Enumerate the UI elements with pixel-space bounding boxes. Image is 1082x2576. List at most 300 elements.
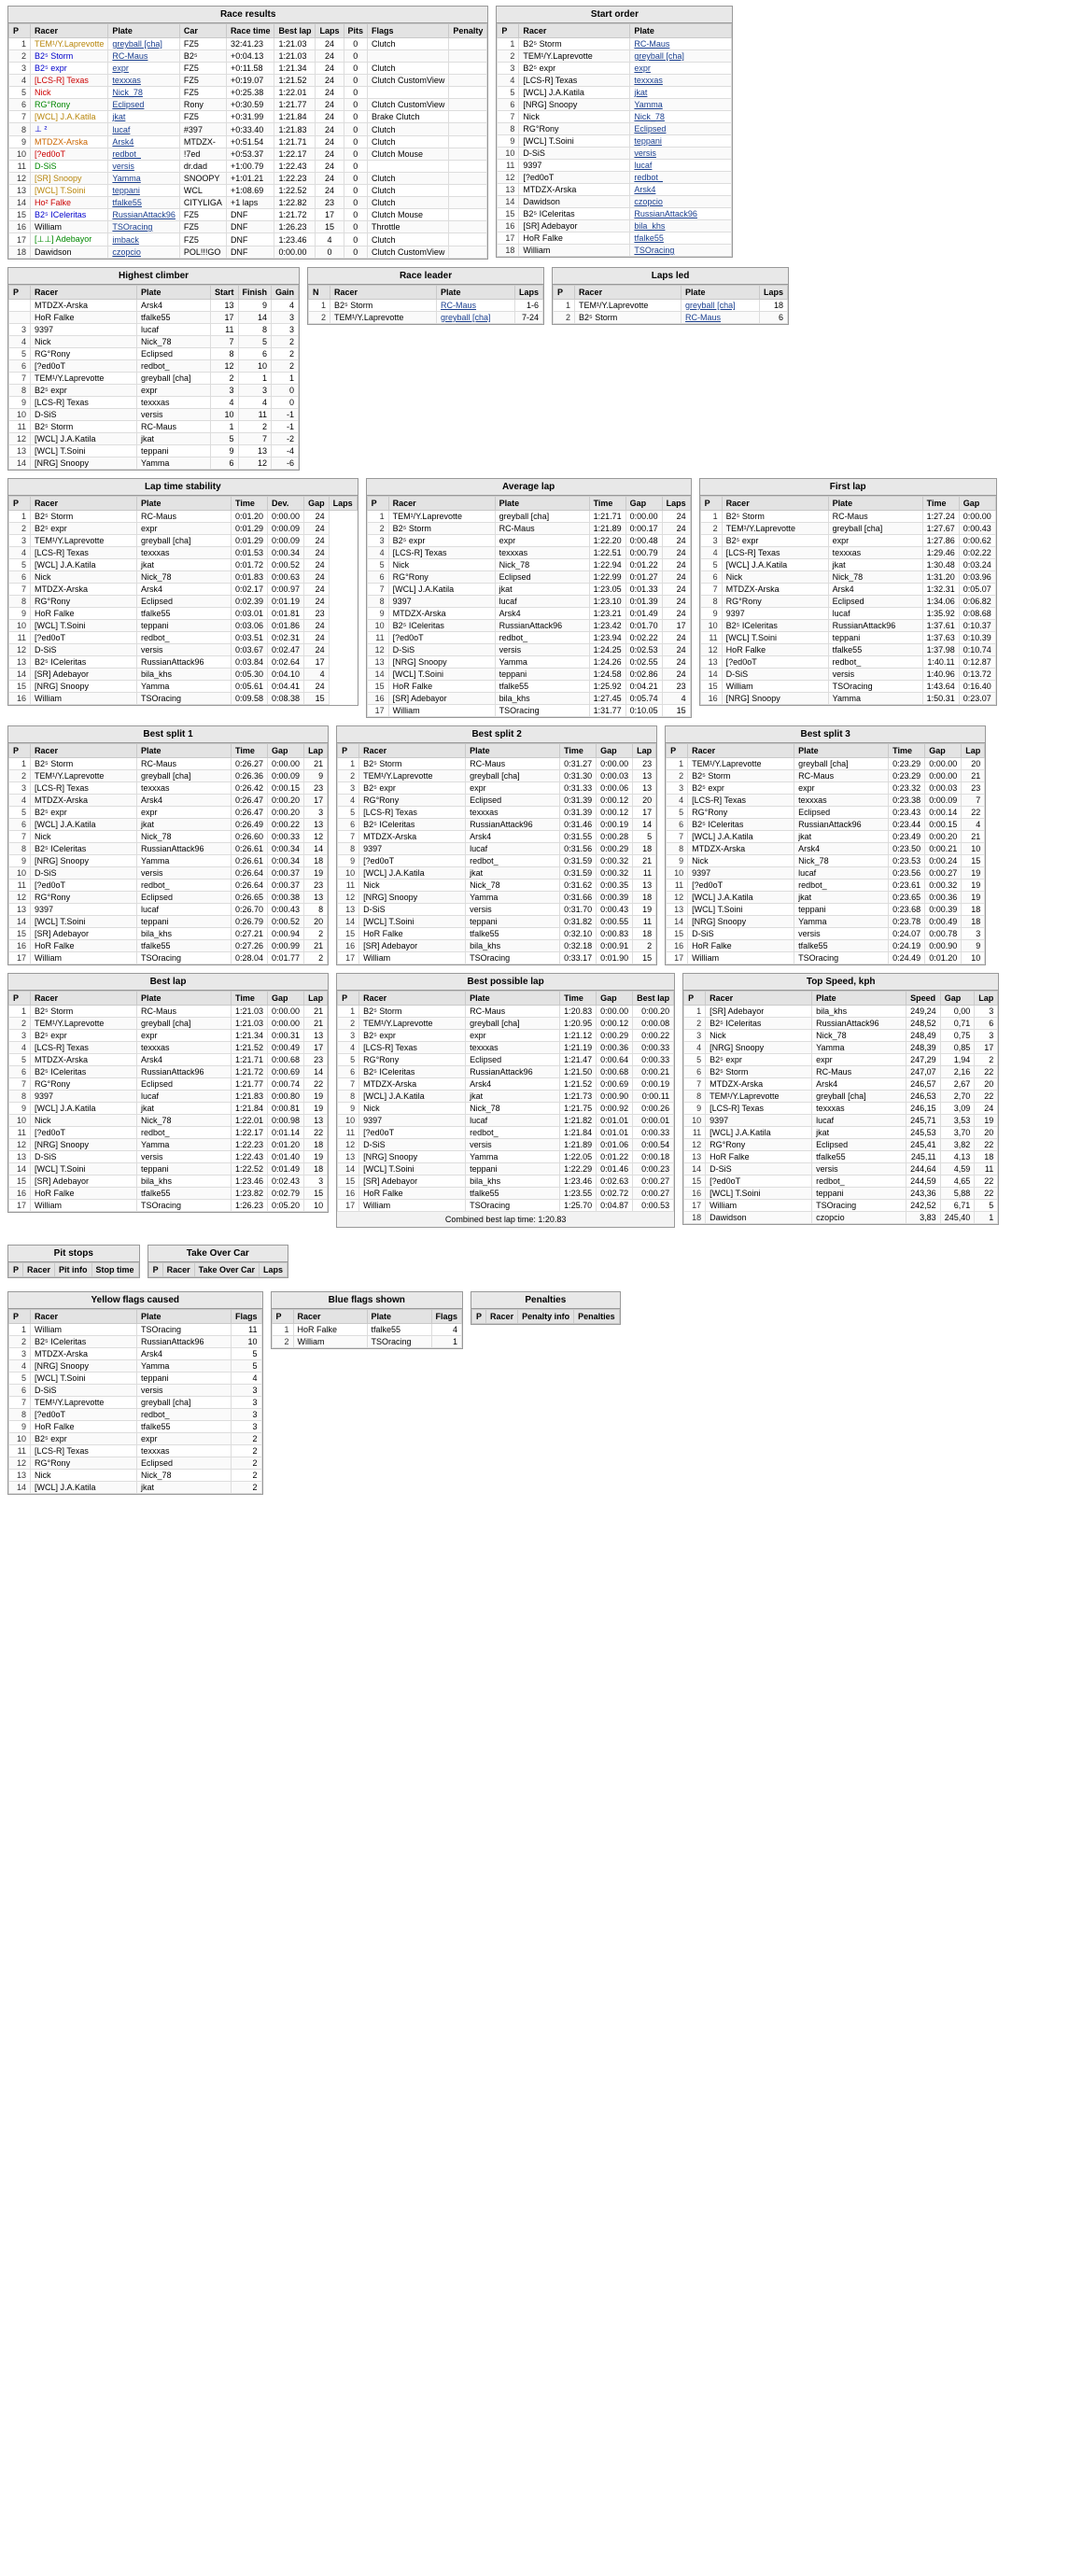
- plate-link[interactable]: imback: [112, 234, 139, 245]
- cell-gap: 0:12.87: [959, 656, 995, 669]
- plate-link[interactable]: versis: [112, 162, 134, 171]
- cell-p: 16: [667, 940, 688, 952]
- plate-link[interactable]: Nick_78: [112, 88, 143, 97]
- cell-time: 1:32.31: [922, 584, 959, 596]
- cell-plate: Yamma: [495, 656, 589, 669]
- cell-racer: [31, 1139, 137, 1151]
- cell-best: 1:22.52: [274, 185, 316, 197]
- cell-gap: 0:00.80: [268, 1091, 304, 1103]
- cell-pits: 0: [344, 75, 368, 87]
- table-row: [9, 535, 358, 547]
- cell-plate: Nick_78: [137, 1115, 232, 1127]
- cell-gain: 1: [272, 373, 299, 385]
- cell-laps: 4: [316, 233, 344, 246]
- cell-p: 15: [9, 928, 31, 940]
- cell-p: 1: [272, 1324, 293, 1336]
- table-row: [9, 1139, 328, 1151]
- cell-p: 3: [9, 63, 31, 75]
- table-row: [667, 782, 985, 795]
- plate-link[interactable]: RC-Maus: [634, 39, 670, 49]
- col-p: P: [367, 497, 388, 511]
- racer-name: [WCL] T.Soini: [35, 621, 86, 630]
- col-dev: Dev.: [268, 497, 304, 511]
- cell-plate: RussianAttack96: [466, 1066, 560, 1078]
- cell-racer: [519, 160, 630, 172]
- cell-plate: lucaf: [466, 843, 560, 855]
- table-row: [9, 1151, 328, 1163]
- table-row: [9, 409, 299, 421]
- cell-time: 0:23.29: [889, 770, 925, 782]
- cell-car: dr.dad: [179, 161, 226, 173]
- cell-speed: 244,64: [906, 1163, 941, 1175]
- cell-racer: [31, 233, 108, 246]
- cell-best: 1:21.71: [274, 136, 316, 148]
- plate-link[interactable]: czopcio: [634, 197, 663, 206]
- table-row: [684, 1006, 998, 1018]
- cell-plate: [630, 50, 732, 63]
- cell-pits: 0: [344, 111, 368, 123]
- plate-link[interactable]: redbot_: [112, 149, 141, 159]
- table-row: [9, 584, 358, 596]
- plate-link[interactable]: greyball [cha]: [634, 51, 684, 61]
- plate-link[interactable]: TSOracing: [112, 222, 153, 232]
- cell-p: 2: [9, 523, 31, 535]
- cell-p: 1: [554, 300, 575, 312]
- table-row: [9, 547, 358, 559]
- plate-link[interactable]: texxxas: [634, 76, 663, 85]
- cell-p: 12: [498, 172, 519, 184]
- table-row: [700, 632, 995, 644]
- cell-lap: 3: [962, 928, 985, 940]
- cell-start: 7: [211, 336, 239, 348]
- plate-link[interactable]: Arsk4: [634, 185, 656, 194]
- table-row: [684, 1066, 998, 1078]
- plate-link[interactable]: teppani: [112, 186, 140, 195]
- table-row: [667, 819, 985, 831]
- cell-gap: 0:01.49: [625, 608, 662, 620]
- average-lap-panel: [366, 478, 692, 718]
- table-row: [9, 693, 358, 705]
- cell-time: 0:31.55: [560, 831, 597, 843]
- racer-name: HoR Falke: [392, 682, 433, 691]
- table-row: [338, 880, 656, 892]
- cell-lap: 3: [304, 1175, 328, 1188]
- highest-climber-panel: [7, 267, 300, 471]
- cell-time: 1:22.20: [589, 535, 625, 547]
- plate-link[interactable]: RC-Maus: [441, 301, 477, 310]
- cell-gap: 0:00.49: [268, 1042, 304, 1054]
- cell-time: 1:25.70: [560, 1200, 597, 1212]
- cell-time: 1:21.84: [232, 1103, 268, 1115]
- cell-p: 15: [338, 928, 359, 940]
- race-leader-table: [308, 285, 543, 324]
- cell-p: 13: [338, 904, 359, 916]
- racer-name: [?ed0oT: [35, 1410, 66, 1419]
- cell-time: 1:22.29: [560, 1163, 597, 1175]
- penalties-table: [471, 1309, 620, 1324]
- cell-p: 10: [700, 620, 722, 632]
- table-row: [700, 596, 995, 608]
- racer-name: [WCL] T.Soini: [35, 186, 86, 195]
- cell-dev: 0:00.09: [268, 523, 304, 535]
- cell-racer: [359, 952, 466, 964]
- cell-plate: Eclipsed: [137, 1457, 232, 1470]
- racer-name: RG°Rony: [35, 349, 71, 359]
- cell-racer: [31, 1054, 137, 1066]
- plate-link[interactable]: Eclipsed: [112, 100, 145, 109]
- cell-time: 0:03.06: [232, 620, 268, 632]
- cell-p: 3: [684, 1030, 706, 1042]
- plate-link[interactable]: RussianAttack96: [112, 210, 176, 219]
- cell-speed: 242,52: [906, 1200, 941, 1212]
- racer-name: D-SiS: [35, 162, 57, 171]
- cell-p: 12: [684, 1139, 706, 1151]
- cell-lap: 17: [975, 1042, 998, 1054]
- cell-best: 0:00.53: [633, 1200, 674, 1212]
- cell-plate: teppani: [466, 916, 560, 928]
- cell-p: 12: [9, 173, 31, 185]
- cell-gap: 2,67: [940, 1078, 975, 1091]
- cell-laps: 0: [316, 246, 344, 259]
- racer-name: TEM¹/Y.Laprevotte: [710, 1091, 780, 1101]
- cell-racer: [519, 245, 630, 257]
- cell-plate: expr: [137, 807, 232, 819]
- cell-p: 2: [338, 770, 359, 782]
- plate-link[interactable]: lucaf: [112, 124, 131, 134]
- cell-racer: [31, 300, 137, 312]
- plate-link[interactable]: jkat: [112, 112, 126, 121]
- cell-laps: 24: [316, 75, 344, 87]
- table-row: [9, 904, 328, 916]
- cell-lap: 20: [304, 916, 328, 928]
- cell-p: 15: [700, 681, 722, 693]
- plate-link[interactable]: redbot_: [634, 173, 663, 182]
- table-row: [9, 99, 487, 111]
- plate-link[interactable]: Yamma: [112, 174, 141, 183]
- cell-gap: 0:00.43: [959, 523, 995, 535]
- cell-laps: 24: [662, 644, 690, 656]
- cell-gap: 0:02.22: [625, 632, 662, 644]
- racer-name: TEM¹/Y.Laprevotte: [725, 524, 796, 533]
- cell-p: 16: [684, 1188, 706, 1200]
- table-row: [9, 819, 328, 831]
- col-gap: Gap: [304, 497, 330, 511]
- racer-name: B2⁵ ICeleritas: [35, 1337, 87, 1346]
- table-row: [338, 1151, 674, 1163]
- cell-racer: [388, 547, 495, 559]
- col-gap: Gap: [597, 744, 633, 758]
- cell-racer: [359, 940, 466, 952]
- cell-plate: TSOracing: [495, 705, 589, 717]
- cell-plate: [108, 197, 180, 209]
- cell-p: 3: [367, 535, 388, 547]
- col-racer: Racer: [23, 1263, 55, 1277]
- best-possible-lap-table: [337, 991, 674, 1212]
- cell-p: 8: [684, 1091, 706, 1103]
- racer-name: TEM¹/Y.Laprevotte: [35, 373, 105, 383]
- table-row: [9, 1188, 328, 1200]
- table-row: [367, 596, 690, 608]
- racer-name: Nick: [725, 572, 743, 582]
- cell-pen: [449, 209, 487, 221]
- racer-name: B2⁵ Storm: [392, 524, 431, 533]
- cell-plate: czopcio: [812, 1212, 906, 1224]
- cell-racer: [31, 855, 137, 867]
- cell-time: DNF: [226, 246, 274, 259]
- cell-laps: 24: [662, 535, 690, 547]
- plate-link[interactable]: lucaf: [634, 161, 653, 170]
- cell-gap: 0:00.27: [925, 867, 962, 880]
- racer-name: [?ed0oT: [523, 173, 555, 182]
- plate-link[interactable]: Yamma: [634, 100, 663, 109]
- cell-plate: [630, 245, 732, 257]
- cell-time: 0:31.82: [560, 916, 597, 928]
- cell-gap: 0:00.68: [597, 1066, 633, 1078]
- plate-link[interactable]: Eclipsed: [634, 124, 667, 134]
- cell-gap: 0:00.34: [268, 843, 304, 855]
- cell-time: 1:23.94: [589, 632, 625, 644]
- cell-time: 0:26.79: [232, 916, 268, 928]
- table-row: [684, 1078, 998, 1091]
- cell-plate: TSOracing: [137, 952, 232, 964]
- cell-p: 15: [9, 681, 31, 693]
- cell-time: 0:23.68: [889, 904, 925, 916]
- cell-racer: [31, 397, 137, 409]
- cell-best: 1:22.43: [274, 161, 316, 173]
- cell-gap: 245,40: [940, 1212, 975, 1224]
- cell-plate: texxxas: [466, 1042, 560, 1054]
- cell-racer: [706, 1127, 812, 1139]
- cell-plate: Yamma: [812, 1042, 906, 1054]
- cell-plate: Yamma: [137, 855, 232, 867]
- cell-gap: 0:05.74: [625, 693, 662, 705]
- cell-p: 15: [498, 208, 519, 220]
- plate-link[interactable]: RC-Maus: [112, 51, 148, 61]
- cell-racer: [519, 148, 630, 160]
- plate-link[interactable]: tfalke55: [112, 198, 142, 207]
- cell-p: 6: [667, 819, 688, 831]
- cell-p: 13: [9, 656, 31, 669]
- cell-plate: teppani: [137, 1372, 232, 1385]
- cell-plate: jkat: [466, 1091, 560, 1103]
- cell-racer: [31, 63, 108, 75]
- table-row: [9, 1470, 262, 1482]
- cell-p: 5: [9, 1054, 31, 1066]
- plate-link[interactable]: versis: [634, 148, 656, 158]
- cell-time: 1:21.03: [232, 1018, 268, 1030]
- cell-racer: [575, 312, 682, 324]
- cell-plate: redbot_: [828, 656, 922, 669]
- cell-p: 7: [9, 373, 31, 385]
- racer-name: MTDZX-Arska: [523, 185, 577, 194]
- cell-lap: 18: [304, 1163, 328, 1175]
- cell-p: 15: [667, 928, 688, 940]
- cell-gain: -6: [272, 457, 299, 470]
- cell-speed: 247,07: [906, 1066, 941, 1078]
- cell-laps: 24: [316, 123, 344, 136]
- plate-link[interactable]: RussianAttack96: [634, 209, 697, 218]
- cell-time: +0:33.40: [226, 123, 274, 136]
- racer-name: William: [363, 953, 391, 963]
- table-row: [498, 123, 732, 135]
- cell-plate: Nick_78: [137, 571, 232, 584]
- cell-time: +0:11.58: [226, 63, 274, 75]
- cell-p: 1: [498, 38, 519, 50]
- cell-racer: [359, 1078, 466, 1091]
- plate-link[interactable]: tfalke55: [634, 233, 664, 243]
- racer-name: [LCS-R] Texas: [35, 1043, 89, 1052]
- table-row: [9, 1421, 262, 1433]
- table-row: [9, 397, 299, 409]
- plate-link[interactable]: greyball [cha]: [685, 301, 736, 310]
- plate-link[interactable]: expr: [112, 63, 129, 73]
- cell-gap: 0:02.53: [625, 644, 662, 656]
- cell-plate: [630, 87, 732, 99]
- cell-flags: Brake Clutch: [368, 111, 449, 123]
- cell-p: 10: [9, 1115, 31, 1127]
- col-p: P: [9, 992, 31, 1006]
- table-row: [338, 1163, 674, 1175]
- cell-racer: [31, 373, 137, 385]
- cell-p: 13: [9, 1151, 31, 1163]
- table-row: [9, 1006, 328, 1018]
- cell-p: 9: [9, 136, 31, 148]
- cell-racer: [519, 111, 630, 123]
- cell-pen: [449, 148, 487, 161]
- col-p: P: [9, 286, 31, 300]
- cell-gap: 0:01.01: [597, 1115, 633, 1127]
- cell-racer: [293, 1336, 367, 1348]
- table-row: [367, 511, 690, 523]
- plate-link[interactable]: czopcio: [112, 247, 141, 257]
- cell-lap: 11: [633, 916, 656, 928]
- plate-link[interactable]: greyball [cha]: [441, 313, 491, 322]
- plate-link[interactable]: jkat: [634, 88, 648, 97]
- cell-gap: 0:01.22: [625, 559, 662, 571]
- lap-time-stability-table: [8, 496, 358, 705]
- cell-dev: 0:01.86: [268, 620, 304, 632]
- plate-link[interactable]: teppani: [634, 136, 662, 146]
- take-over-car-panel: [148, 1245, 288, 1278]
- cell-time: 1:35.92: [922, 608, 959, 620]
- cell-best: 0:00.22: [633, 1030, 674, 1042]
- col-p: P: [9, 497, 31, 511]
- col-plate: Plate: [495, 497, 589, 511]
- cell-racer: [31, 608, 137, 620]
- table-row: [338, 1200, 674, 1212]
- cell-gap: 0:00.36: [597, 1042, 633, 1054]
- cell-plate: greyball [cha]: [794, 758, 889, 770]
- cell-gap: 0:01.49: [268, 1163, 304, 1175]
- cell-plate: [108, 221, 180, 233]
- col-plate: Plate: [466, 992, 560, 1006]
- cell-plate: teppani: [828, 632, 922, 644]
- cell-laps: 24: [316, 185, 344, 197]
- racer-name: [NRG] Snoopy: [523, 100, 578, 109]
- cell-gap: 0:00.12: [597, 795, 633, 807]
- cell-plate: RussianAttack96: [828, 620, 922, 632]
- cell-gap: 0:00.35: [597, 880, 633, 892]
- col-penalty: Penalty: [449, 24, 487, 38]
- cell-plate: versis: [812, 1163, 906, 1175]
- cell-racer: [31, 1445, 137, 1457]
- racer-name: Nick: [35, 1116, 51, 1125]
- table-row: [667, 940, 985, 952]
- cell-racer: [519, 220, 630, 232]
- plate-link[interactable]: TSOracing: [634, 246, 675, 255]
- cell-p: 17: [367, 705, 388, 717]
- racer-name: B2⁵ ICeleritas: [35, 844, 87, 853]
- cell-best: 0:00.20: [633, 1006, 674, 1018]
- table-row: [9, 161, 487, 173]
- cell-plate: texxxas: [137, 1445, 232, 1457]
- cell-gap: 0:00.68: [268, 1054, 304, 1066]
- cell-racer: [31, 209, 108, 221]
- cell-time: 1:22.17: [232, 1127, 268, 1139]
- cell-plate: versis: [466, 1139, 560, 1151]
- cell-lap: 17: [633, 807, 656, 819]
- racer-name: 9397: [692, 868, 711, 878]
- table-row: [700, 620, 995, 632]
- cell-dev: 0:00.00: [268, 511, 304, 523]
- racer-name: MTDZX-Arska: [710, 1079, 764, 1089]
- cell-racer: [388, 705, 495, 717]
- cell-p: 2: [9, 770, 31, 782]
- col-plate: Plate: [794, 744, 889, 758]
- cell-laps: 24: [662, 571, 690, 584]
- col-racer: Racer: [486, 1310, 518, 1324]
- cell-laps: 15: [304, 693, 330, 705]
- cell-pits: 0: [344, 161, 368, 173]
- cell-p: 13: [338, 1151, 359, 1163]
- cell-time: 1:21.82: [560, 1115, 597, 1127]
- table-row: [9, 608, 358, 620]
- plate-link[interactable]: greyball [cha]: [112, 39, 162, 49]
- cell-lap: 11: [975, 1163, 998, 1175]
- cell-gap: 0:00.24: [925, 855, 962, 867]
- plate-link[interactable]: Nick_78: [634, 112, 665, 121]
- cell-racer: [31, 148, 108, 161]
- plate-link[interactable]: expr: [634, 63, 651, 73]
- cell-racer: [706, 1054, 812, 1066]
- table-row: [9, 807, 328, 819]
- cell-racer: [31, 1091, 137, 1103]
- plate-link[interactable]: bila_khs: [634, 221, 666, 231]
- cell-gap: 0:01.39: [625, 596, 662, 608]
- cell-plate: [630, 63, 732, 75]
- cell-pen: [449, 50, 487, 63]
- cell-time: +0:04.13: [226, 50, 274, 63]
- racer-name: MTDZX-Arska: [35, 584, 88, 594]
- plate-link[interactable]: RC-Maus: [685, 313, 722, 322]
- plate-link[interactable]: texxxas: [112, 76, 141, 85]
- cell-lap: 22: [975, 1139, 998, 1151]
- cell-racer: [31, 596, 137, 608]
- col-gap: Gap: [268, 992, 304, 1006]
- cell-plate: expr: [137, 523, 232, 535]
- cell-gap: 0:02.43: [268, 1175, 304, 1188]
- plate-link[interactable]: Arsk4: [112, 137, 134, 147]
- cell-time: 1:22.94: [589, 559, 625, 571]
- cell-racer: [31, 632, 137, 644]
- racer-name: MTDZX-Arska: [35, 301, 88, 310]
- cell-p: 17: [338, 1200, 359, 1212]
- cell-laps: 24: [662, 547, 690, 559]
- cell-racer: [31, 1042, 137, 1054]
- table-row: [9, 1030, 328, 1042]
- table-row: [9, 855, 328, 867]
- yellow-flags-title: Yellow flags caused: [8, 1292, 262, 1309]
